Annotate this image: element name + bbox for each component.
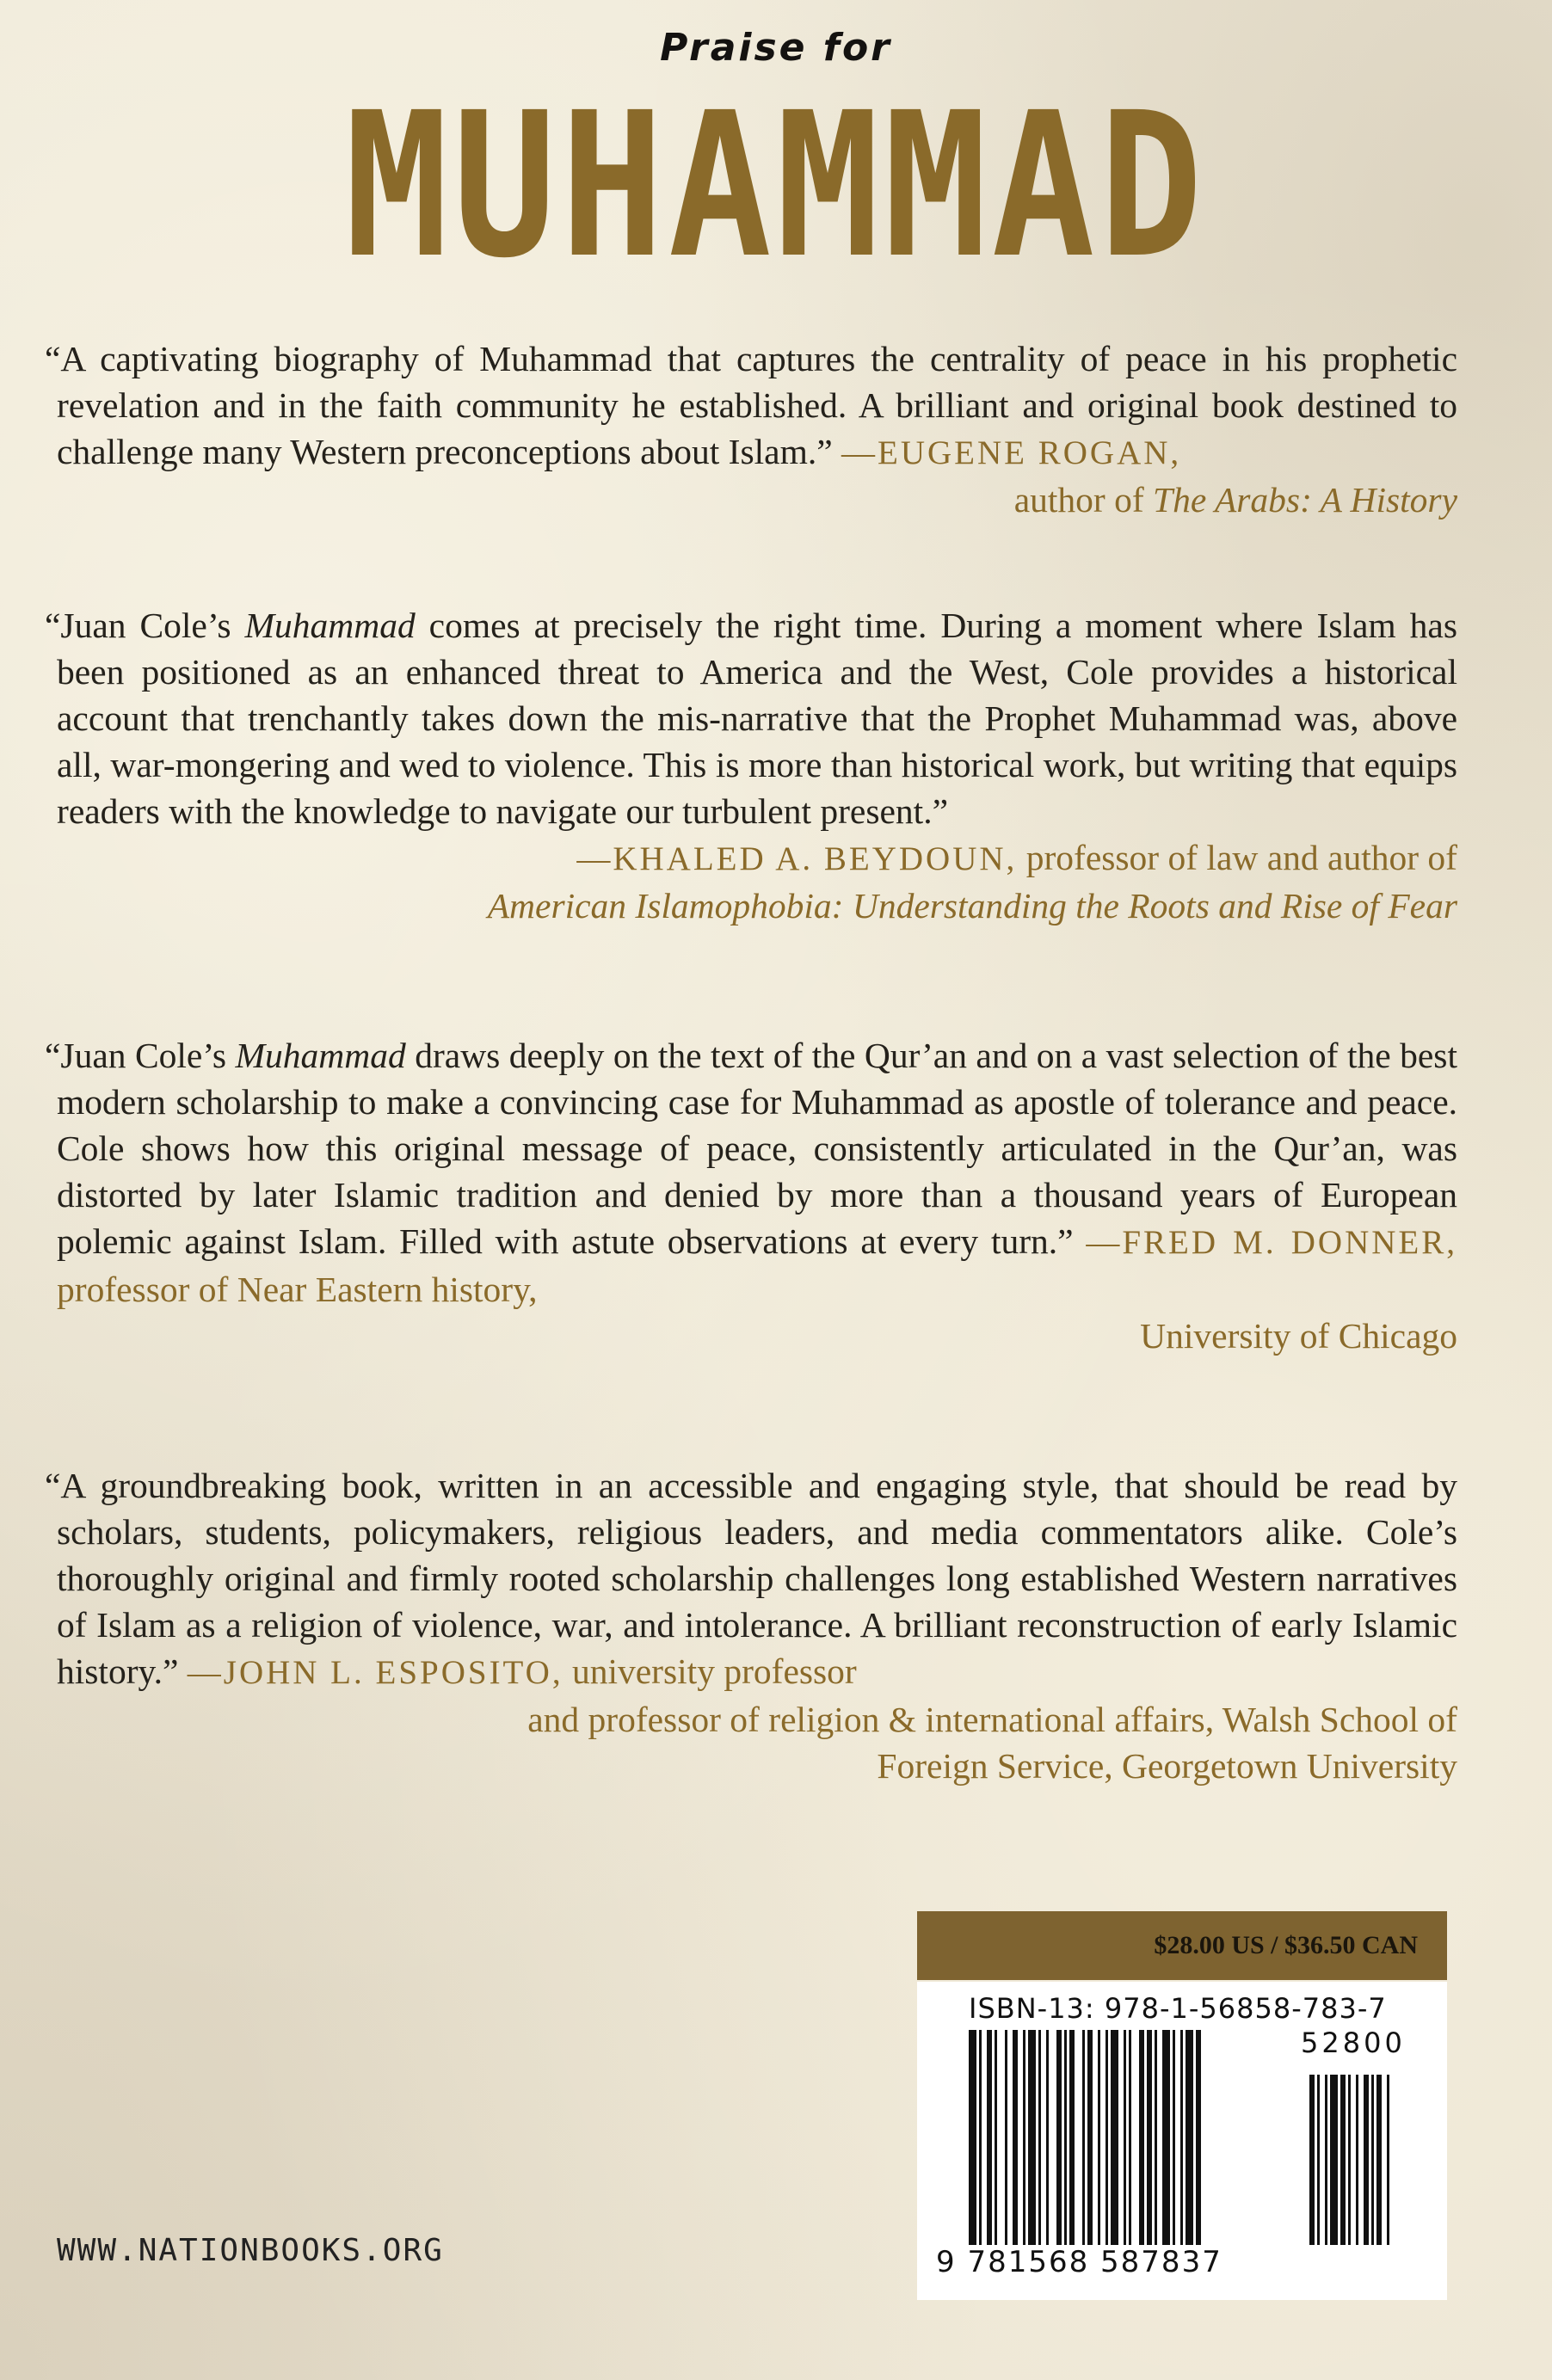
- blurb-rogan: [45, 335, 1457, 523]
- blurb-text-end: draws deeply on the text of the Qur’an and on a vast selection of the best modern scholarship to make a convincing case for Muhammad as apostle of tolerance and peace. Cole shows how this original message of peace, consistently articulated in the Qur’an, was distorted by later Islamic tradition and denied by more than a thousand years of European polemic against Islam. Filled with astute observations at every turn.”: [57, 1036, 1457, 1261]
- blurb-book-ref: Muhammad: [244, 606, 416, 645]
- blurb-text-body: “A groundbreaking book, written in an accessible and engaging style, that should be read by scholars, students, policymakers, religious leaders, and media commentators alike. Cole’s thoroughly original and firmly rooted scholarship challenges long established Western narratives of Islam as a religion of violence, war, and intolerance. A brilliant reconstruction of early Islamic history.”: [45, 1466, 1457, 1691]
- blurb-book-ref: Muhammad: [235, 1036, 406, 1075]
- blurb-attribution: [188, 1651, 857, 1691]
- attribution-detail: professor of law and author of: [1017, 838, 1457, 877]
- attribution-name: —KHALED A. BEYDOUN,: [576, 840, 1018, 877]
- blurb-text: [45, 1032, 1457, 1313]
- attribution-affiliation-1: and professor of religion & international affairs, Walsh School of: [527, 1700, 1457, 1739]
- attribution-prefix: author of: [1013, 480, 1154, 520]
- attribution-affiliation-2: Foreign Service, Georgetown University: [877, 1746, 1457, 1786]
- attribution-affiliation: University of Chicago: [1140, 1316, 1457, 1356]
- blurb-beydoun: [45, 602, 1457, 929]
- attribution-book: [57, 883, 1457, 929]
- praise-heading: Praise for: [660, 26, 892, 70]
- attribution-detail: professor of Near Eastern history,: [57, 1270, 538, 1309]
- barcode-addon-digits: 52800: [1301, 2026, 1406, 2059]
- blurb-text-body: “A captivating biography of Muhammad that captures the centrality of peace in his prophetic revelation and in the faith community he established. A brilliant and original book destined to challenge many Western preconceptions about Islam.”: [45, 339, 1457, 471]
- barcode-panel: [917, 1982, 1447, 2300]
- blurb-text: [45, 1462, 1457, 1696]
- attribution-name: —FRED M. DONNER,: [1086, 1224, 1457, 1261]
- barcode-digits: 9 781568 587837: [936, 2245, 1223, 2279]
- blurb-donner: [45, 1032, 1457, 1359]
- blurb-text-start: “Juan Cole’s: [45, 1036, 236, 1075]
- blurb-esposito: [45, 1462, 1457, 1789]
- attribution-name: —EUGENE ROGAN,: [841, 434, 1182, 471]
- price-label: $28.00 US / $36.50 CAN: [917, 1911, 1447, 1980]
- blurb-text-end: comes at precisely the right time. During a moment where Islam has been positioned as an enhanced threat to America and the West, Cole provides a historical account that trenchantly takes down the mis-narrative that the Prophet Muhammad was, above all, war-mongering and wed to violence. This is more than historical work, but writing that equips readers with the knowledge to navigate our turbulent present.”: [57, 606, 1457, 831]
- attribution-book-title: American Islamophobia: Understanding the Roots and Rise of Fear: [487, 886, 1457, 926]
- attribution-detail: university professor: [563, 1651, 857, 1691]
- publisher-website: WWW.NATIONBOOKS.ORG: [57, 2233, 444, 2268]
- blurb-attribution: [57, 834, 1457, 883]
- isbn-label: ISBN-13: 978-1-56858-783-7: [969, 1992, 1387, 2025]
- blurb-text: [45, 335, 1457, 477]
- blurb-text: [45, 602, 1457, 834]
- book-title: MUHAMMAD: [344, 70, 1208, 302]
- attribution-detail: [57, 477, 1457, 523]
- attribution-name: —JOHN L. ESPOSITO,: [187, 1654, 564, 1691]
- blurb-attribution: [841, 432, 1181, 471]
- blurb-text-start: “Juan Cole’s: [45, 606, 245, 645]
- attribution-book-title: The Arabs: A History: [1153, 480, 1457, 520]
